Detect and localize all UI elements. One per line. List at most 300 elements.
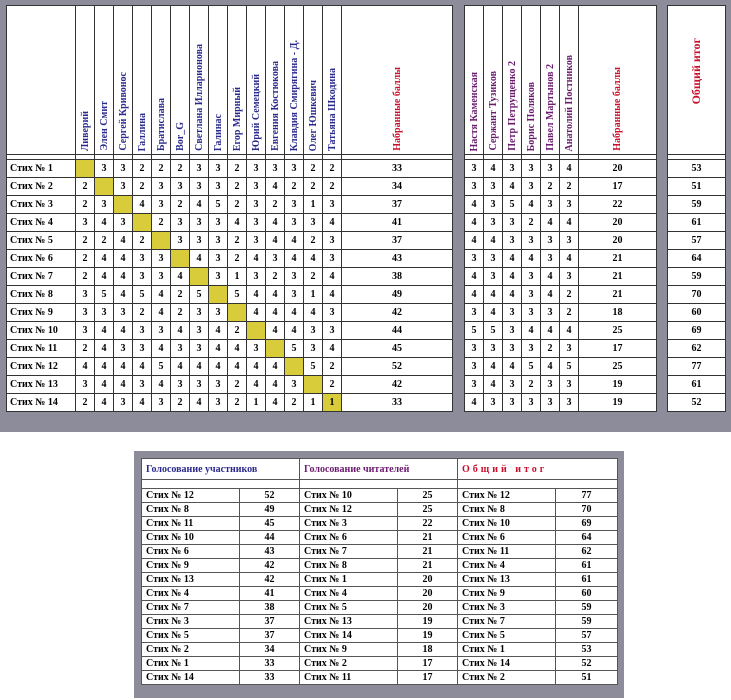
score-cell: 2 — [522, 376, 541, 394]
reader-header-cell — [560, 6, 579, 155]
reader-name: Анатолий Постников — [563, 54, 575, 151]
score-cell: 5 — [228, 286, 247, 304]
score-cell: 4 — [484, 304, 503, 322]
summary-poem-label: Стих № 5 — [458, 629, 556, 643]
poem-label: Стих № 4 — [7, 214, 76, 232]
grand-total-cell: 57 — [668, 232, 726, 250]
poem-row — [465, 250, 657, 268]
score-cell: 5 — [484, 322, 503, 340]
participants-total-cell: 37 — [342, 196, 453, 214]
participant-name: Ливерий — [79, 110, 91, 151]
poem-row — [668, 196, 726, 214]
score-cell: 4 — [114, 322, 133, 340]
poem-row — [465, 358, 657, 376]
participant-name: Евгения Костюкова — [269, 61, 281, 151]
readers-total-cell: 25 — [579, 322, 657, 340]
summary-poem-label: Стих № 6 — [458, 531, 556, 545]
score-cell: 3 — [247, 196, 266, 214]
self-vote-cell — [171, 250, 190, 268]
score-cell: 4 — [228, 340, 247, 358]
readers-total-cell: 22 — [579, 196, 657, 214]
score-cell: 4 — [323, 268, 342, 286]
summary-header-row — [142, 459, 618, 480]
score-cell: 3 — [209, 394, 228, 412]
grand-total-table — [667, 5, 726, 412]
summary-poem-label: Стих № 6 — [142, 545, 240, 559]
score-cell: 4 — [95, 340, 114, 358]
participant-header-cell — [247, 6, 266, 155]
score-cell: 3 — [522, 232, 541, 250]
score-cell: 3 — [522, 268, 541, 286]
score-cell: 3 — [247, 340, 266, 358]
reader-header-cell — [503, 6, 522, 155]
participant-header-cell — [152, 6, 171, 155]
poem-row — [465, 160, 657, 178]
score-cell: 2 — [228, 376, 247, 394]
score-cell: 3 — [133, 322, 152, 340]
score-cell: 3 — [171, 376, 190, 394]
score-cell: 5 — [209, 196, 228, 214]
grand-total-cell: 62 — [668, 340, 726, 358]
score-cell: 3 — [247, 160, 266, 178]
poem-label: Стих № 8 — [7, 286, 76, 304]
score-cell: 3 — [484, 250, 503, 268]
score-cell: 2 — [285, 394, 304, 412]
summary-poem-label: Стих № 4 — [300, 587, 398, 601]
summary-poem-label: Стих № 4 — [142, 587, 240, 601]
summary-score: 37 — [240, 629, 300, 643]
score-cell: 4 — [541, 358, 560, 376]
summary-poem-label: Стих № 3 — [458, 601, 556, 615]
poem-row — [668, 232, 726, 250]
grand-total-cell: 52 — [668, 394, 726, 412]
summary-poem-label: Стих № 11 — [142, 517, 240, 531]
summary-score: 41 — [240, 587, 300, 601]
score-cell: 4 — [209, 322, 228, 340]
participants-total-cell: 37 — [342, 232, 453, 250]
score-cell: 3 — [152, 178, 171, 196]
score-cell: 3 — [133, 340, 152, 358]
participants-total-cell: 52 — [342, 358, 453, 376]
participant-name: Галинас — [212, 113, 224, 151]
summary-poem-label: Стих № 2 — [142, 643, 240, 657]
summary-poem-label: Стих № 7 — [300, 545, 398, 559]
summary-score: 44 — [240, 531, 300, 545]
score-cell: 2 — [76, 232, 95, 250]
score-cell: 4 — [522, 250, 541, 268]
participant-header-cell — [114, 6, 133, 155]
score-cell: 2 — [560, 304, 579, 322]
score-cell: 4 — [285, 304, 304, 322]
score-cell: 4 — [247, 304, 266, 322]
summary-poem-label: Стих № 10 — [458, 517, 556, 531]
score-cell: 3 — [190, 304, 209, 322]
score-cell: 4 — [503, 250, 522, 268]
score-cell: 3 — [152, 394, 171, 412]
poem-label: Стих № 11 — [7, 340, 76, 358]
score-cell: 3 — [465, 340, 484, 358]
score-cell: 2 — [152, 214, 171, 232]
participant-name: Олег Юшкевич — [307, 79, 319, 151]
participant-name: Егор Мирный — [231, 86, 243, 151]
score-cell: 4 — [95, 268, 114, 286]
score-cell: 3 — [171, 214, 190, 232]
reader-header-cell — [484, 6, 503, 155]
score-cell: 3 — [114, 160, 133, 178]
score-cell: 3 — [190, 232, 209, 250]
score-cell: 3 — [114, 304, 133, 322]
grand-total-header-row — [668, 6, 726, 155]
grand-total-cell: 69 — [668, 322, 726, 340]
score-cell: 4 — [209, 340, 228, 358]
score-cell: 2 — [171, 286, 190, 304]
score-cell: 3 — [503, 340, 522, 358]
summary-poem-label: Стих № 4 — [458, 559, 556, 573]
score-cell: 4 — [323, 214, 342, 232]
summary-score: 51 — [556, 671, 618, 685]
score-cell: 3 — [541, 304, 560, 322]
score-cell: 3 — [76, 322, 95, 340]
score-cell: 3 — [541, 196, 560, 214]
score-cell: 3 — [114, 340, 133, 358]
summary-score: 37 — [240, 615, 300, 629]
score-cell: 3 — [171, 232, 190, 250]
participant-header-cell — [323, 6, 342, 155]
score-cell: 3 — [247, 268, 266, 286]
score-cell: 2 — [171, 196, 190, 214]
score-cell: 3 — [209, 232, 228, 250]
score-cell: 3 — [541, 160, 560, 178]
score-cell: 3 — [152, 250, 171, 268]
score-cell: 4 — [465, 232, 484, 250]
score-cell: 3 — [465, 304, 484, 322]
score-cell: 3 — [522, 160, 541, 178]
summary-panel — [134, 451, 624, 698]
score-cell: 3 — [522, 340, 541, 358]
score-cell: 3 — [76, 286, 95, 304]
participants-total-cell: 38 — [342, 268, 453, 286]
summary-score: 49 — [240, 503, 300, 517]
score-cell: 4 — [503, 178, 522, 196]
score-cell: 5 — [503, 196, 522, 214]
self-vote-cell — [114, 196, 133, 214]
summary-poem-label: Стих № 1 — [300, 573, 398, 587]
score-cell: 4 — [247, 250, 266, 268]
score-cell: 3 — [171, 340, 190, 358]
score-cell: 3 — [114, 214, 133, 232]
score-cell: 3 — [503, 376, 522, 394]
score-cell: 4 — [190, 358, 209, 376]
grand-total-cell: 70 — [668, 286, 726, 304]
score-cell: 2 — [323, 376, 342, 394]
participants-header-row — [7, 6, 453, 155]
score-cell: 4 — [171, 358, 190, 376]
score-cell: 4 — [503, 268, 522, 286]
score-cell: 4 — [95, 358, 114, 376]
score-cell: 3 — [503, 214, 522, 232]
score-cell: 3 — [266, 250, 285, 268]
grand-total-cell: 53 — [668, 160, 726, 178]
poem-row — [668, 268, 726, 286]
score-cell: 2 — [560, 178, 579, 196]
summary-poem-label: Стих № 2 — [300, 657, 398, 671]
poem-label: Стих № 1 — [7, 160, 76, 178]
score-cell: 2 — [76, 268, 95, 286]
score-cell: 3 — [304, 214, 323, 232]
score-cell: 3 — [114, 394, 133, 412]
summary-score: 17 — [398, 671, 458, 685]
summary-poem-label: Стих № 9 — [458, 587, 556, 601]
self-vote-cell — [209, 286, 228, 304]
summary-score: 17 — [398, 657, 458, 671]
score-cell: 3 — [190, 376, 209, 394]
summary-ranking-table — [141, 458, 618, 685]
poem-row — [7, 178, 453, 196]
score-cell: 5 — [465, 322, 484, 340]
score-cell: 4 — [228, 214, 247, 232]
score-cell: 2 — [95, 232, 114, 250]
readers-total-cell: 21 — [579, 268, 657, 286]
score-cell: 3 — [285, 268, 304, 286]
score-cell: 4 — [266, 232, 285, 250]
poem-label: Стих № 5 — [7, 232, 76, 250]
poem-row — [668, 160, 726, 178]
score-cell: 4 — [484, 376, 503, 394]
summary-poem-label: Стих № 11 — [300, 671, 398, 685]
score-cell: 2 — [76, 196, 95, 214]
summary-poem-label: Стих № 12 — [458, 489, 556, 503]
score-cell: 2 — [133, 232, 152, 250]
score-cell: 5 — [95, 286, 114, 304]
summary-poem-label: Стих № 10 — [142, 531, 240, 545]
score-cell: 2 — [323, 160, 342, 178]
self-vote-cell — [152, 232, 171, 250]
summary-poem-label: Стих № 12 — [142, 489, 240, 503]
grand-total-cell: 60 — [668, 304, 726, 322]
readers-total-cell: 21 — [579, 250, 657, 268]
score-cell: 4 — [560, 214, 579, 232]
score-cell: 4 — [285, 322, 304, 340]
readers-total-cell: 20 — [579, 160, 657, 178]
summary-spacer-row — [142, 480, 618, 489]
summary-poem-label: Стих № 8 — [142, 503, 240, 517]
score-cell: 3 — [484, 268, 503, 286]
poem-row — [465, 376, 657, 394]
score-cell: 3 — [285, 196, 304, 214]
score-cell: 4 — [190, 250, 209, 268]
score-cell: 4 — [247, 286, 266, 304]
score-cell: 3 — [541, 376, 560, 394]
score-cell: 4 — [541, 268, 560, 286]
participant-name: Галлина — [136, 112, 148, 151]
score-cell: 3 — [209, 178, 228, 196]
score-cell: 2 — [152, 160, 171, 178]
score-cell: 4 — [95, 394, 114, 412]
score-cell: 4 — [152, 304, 171, 322]
score-cell: 3 — [323, 304, 342, 322]
score-cell: 3 — [209, 250, 228, 268]
score-cell: 3 — [133, 268, 152, 286]
participant-name: Братислава — [155, 97, 167, 151]
summary-poem-label: Стих № 11 — [458, 545, 556, 559]
score-cell: 2 — [228, 250, 247, 268]
score-cell: 3 — [114, 178, 133, 196]
summary-poem-label: Стих № 1 — [458, 643, 556, 657]
score-cell: 2 — [560, 286, 579, 304]
score-cell: 2 — [323, 178, 342, 196]
self-vote-cell — [266, 340, 285, 358]
poem-row — [668, 340, 726, 358]
self-vote-cell — [304, 376, 323, 394]
reader-name: Настя Каменская — [468, 71, 480, 151]
score-cell: 3 — [465, 358, 484, 376]
score-cell: 4 — [465, 268, 484, 286]
summary-score: 25 — [398, 489, 458, 503]
summary-score: 21 — [398, 545, 458, 559]
summary-poem-label: Стих № 13 — [458, 573, 556, 587]
score-cell: 3 — [190, 214, 209, 232]
participant-name: Сергей Кривонос — [117, 72, 129, 151]
poem-label: Стих № 3 — [7, 196, 76, 214]
summary-poem-label: Стих № 2 — [458, 671, 556, 685]
summary-score: 42 — [240, 573, 300, 587]
score-cell: 3 — [465, 178, 484, 196]
score-cell: 3 — [285, 286, 304, 304]
score-cell: 3 — [190, 160, 209, 178]
summary-score: 61 — [556, 559, 618, 573]
self-vote-cell — [190, 268, 209, 286]
participants-total-cell: 49 — [342, 286, 453, 304]
score-cell: 4 — [541, 286, 560, 304]
score-cell: 3 — [95, 196, 114, 214]
score-cell: 4 — [522, 322, 541, 340]
summary-row — [142, 671, 618, 685]
poem-row — [668, 250, 726, 268]
score-cell: 4 — [484, 286, 503, 304]
score-cell: 2 — [76, 340, 95, 358]
score-cell: 4 — [266, 286, 285, 304]
participants-total-cell: 34 — [342, 178, 453, 196]
score-cell: 1 — [228, 268, 247, 286]
score-cell: 3 — [133, 250, 152, 268]
grand-total-cell: 61 — [668, 376, 726, 394]
poem-row — [465, 286, 657, 304]
score-cell: 3 — [285, 376, 304, 394]
score-cell: 2 — [323, 358, 342, 376]
score-cell: 3 — [560, 196, 579, 214]
score-cell: 4 — [522, 196, 541, 214]
score-cell: 4 — [247, 376, 266, 394]
score-cell: 3 — [95, 304, 114, 322]
participants-total-cell: 41 — [342, 214, 453, 232]
participants-total-cell: 43 — [342, 250, 453, 268]
score-cell: 4 — [152, 286, 171, 304]
summary-poem-label: Стих № 3 — [142, 615, 240, 629]
score-cell: 4 — [114, 358, 133, 376]
participant-header-cell — [171, 6, 190, 155]
summary-row — [142, 559, 618, 573]
score-cell: 3 — [323, 196, 342, 214]
score-cell: 4 — [114, 286, 133, 304]
score-cell: 3 — [152, 268, 171, 286]
score-cell: 4 — [266, 178, 285, 196]
score-cell: 4 — [465, 394, 484, 412]
summary-poem-label: Стих № 3 — [300, 517, 398, 531]
score-cell: 3 — [522, 304, 541, 322]
participants-total-cell: 44 — [342, 322, 453, 340]
participants-total-header — [342, 6, 453, 155]
participants-total-cell: 45 — [342, 340, 453, 358]
score-cell: 3 — [152, 196, 171, 214]
score-cell: 2 — [228, 196, 247, 214]
score-cell: 3 — [541, 232, 560, 250]
score-cell: 2 — [266, 268, 285, 286]
summary-poem-label: Стих № 9 — [300, 643, 398, 657]
score-cell: 5 — [522, 358, 541, 376]
participant-name: Татьяна Шкодина — [326, 68, 338, 151]
summary-row — [142, 517, 618, 531]
poem-row — [668, 394, 726, 412]
score-cell: 2 — [266, 196, 285, 214]
summary-score: 60 — [556, 587, 618, 601]
score-cell: 3 — [484, 196, 503, 214]
summary-row — [142, 587, 618, 601]
summary-row — [142, 489, 618, 503]
score-cell: 4 — [95, 376, 114, 394]
participant-header-cell — [76, 6, 95, 155]
participant-name: Светлана Илларионова — [193, 44, 205, 151]
score-cell: 5 — [285, 340, 304, 358]
score-cell: 3 — [484, 394, 503, 412]
poem-row — [465, 394, 657, 412]
score-cell: 2 — [171, 394, 190, 412]
score-cell: 4 — [171, 268, 190, 286]
summary-row — [142, 573, 618, 587]
score-cell: 3 — [541, 250, 560, 268]
summary-poem-label: Стих № 9 — [142, 559, 240, 573]
poem-row — [7, 304, 453, 322]
summary-score: 59 — [556, 615, 618, 629]
score-cell: 1 — [247, 394, 266, 412]
poem-row — [668, 322, 726, 340]
score-cell: 4 — [304, 304, 323, 322]
summary-row — [142, 629, 618, 643]
score-cell: 3 — [190, 322, 209, 340]
score-cell: 3 — [560, 268, 579, 286]
participants-total-cell: 42 — [342, 304, 453, 322]
poem-row — [668, 376, 726, 394]
summary-score: 22 — [398, 517, 458, 531]
score-cell: 3 — [323, 250, 342, 268]
poem-row — [465, 214, 657, 232]
score-cell: 4 — [266, 322, 285, 340]
participant-name: Клавдия Смирягина - Д. — [288, 39, 300, 151]
summary-score: 45 — [240, 517, 300, 531]
score-cell: 3 — [285, 214, 304, 232]
summary-poem-label: Стих № 14 — [142, 671, 240, 685]
poem-row — [7, 196, 453, 214]
score-cell: 3 — [522, 178, 541, 196]
poem-row — [465, 178, 657, 196]
score-cell: 2 — [541, 340, 560, 358]
summary-score: 38 — [240, 601, 300, 615]
score-cell: 2 — [304, 232, 323, 250]
grand-total-cell: 64 — [668, 250, 726, 268]
poem-row — [465, 304, 657, 322]
readers-total-cell: 17 — [579, 340, 657, 358]
summary-poem-label: Стих № 8 — [458, 503, 556, 517]
summary-score: 52 — [240, 489, 300, 503]
